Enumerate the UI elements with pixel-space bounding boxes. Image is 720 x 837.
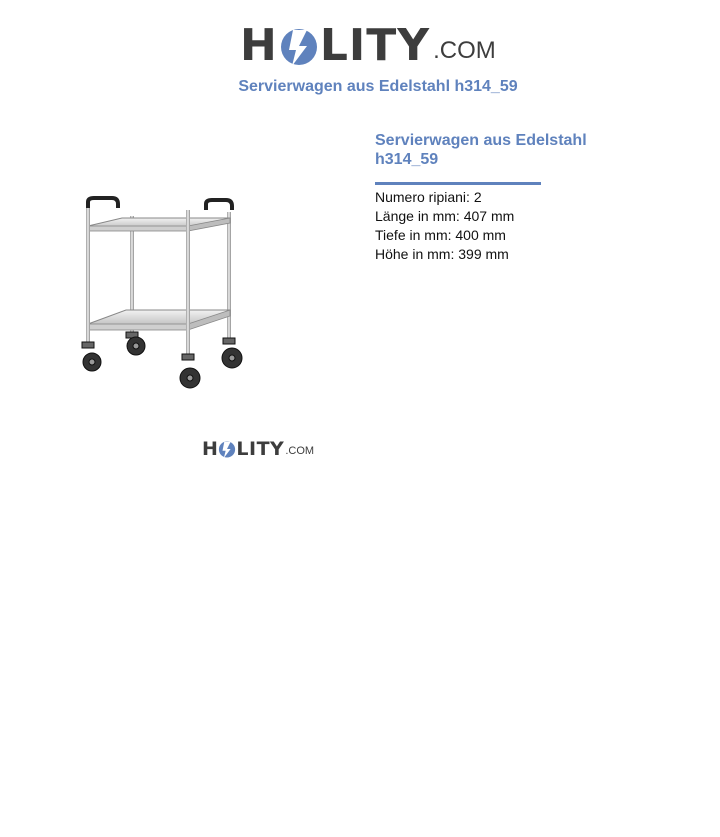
- spec-depth: Tiefe in mm: 400 mm: [375, 227, 506, 243]
- logo-small-letters-lity: LITY: [236, 438, 285, 460]
- logo-letter-h: H: [240, 20, 278, 71]
- logo-small-domain: .COM: [285, 445, 315, 457]
- spec-shelves: Numero ripiani: 2: [375, 189, 482, 205]
- serving-trolley-image: [70, 196, 260, 402]
- logo-domain: .COM: [433, 37, 496, 64]
- page-title: Servierwagen aus Edelstahl h314_59: [238, 78, 518, 95]
- logo-letters-lity: LITY: [319, 20, 431, 71]
- logo-small-letter-h: H: [202, 438, 219, 460]
- spec-length: Länge in mm: 407 mm: [375, 208, 515, 224]
- logo-wordmark: [240, 20, 431, 71]
- logo-small-wordmark: [202, 439, 284, 459]
- holity-o-logo-icon: [218, 439, 236, 459]
- product-info: [375, 131, 615, 264]
- title-divider: [375, 182, 541, 185]
- holity-o-logo-icon: [279, 24, 319, 68]
- holity-logo[interactable]: [240, 12, 496, 71]
- holity-logo-small: [202, 433, 314, 459]
- spec-height: Höhe in mm: 399 mm: [375, 246, 509, 262]
- product-title: Servierwagen aus Edelstahl h314_59: [375, 132, 587, 168]
